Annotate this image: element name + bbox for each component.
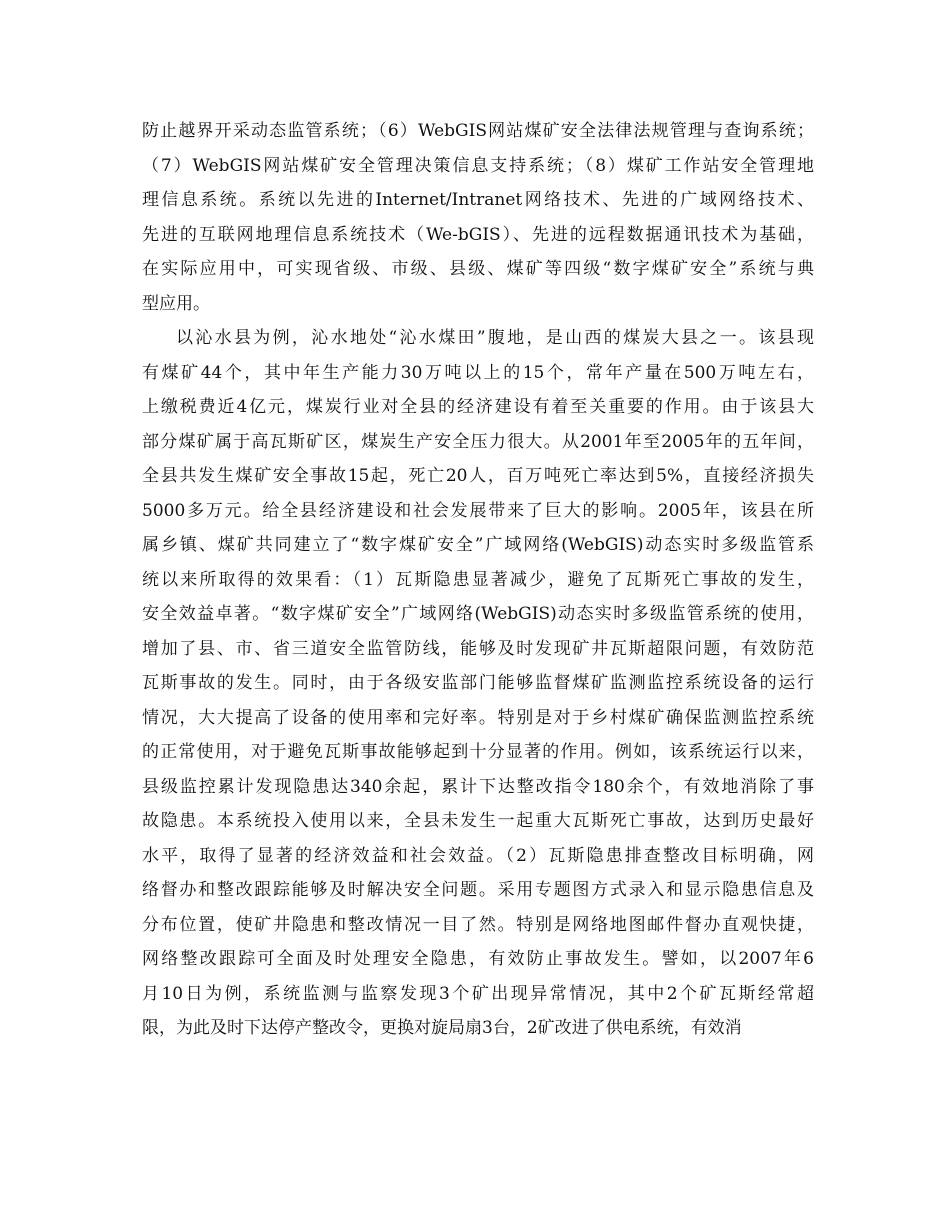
text-line: 瓦斯事故的发生。同时，由于各级安监部门能够监督煤矿监测监控系统设备的运行 xyxy=(142,673,814,693)
text-line: 在实际应用中，可实现省级、市级、县级、煤矿等四级“数字煤矿安全”系统与典 xyxy=(142,259,814,279)
text-line: 型应用。 xyxy=(142,293,210,314)
text-line: 属乡镇、煤矿共同建立了“数字煤矿安全”广域网络(WebGIS)动态实时多级监管系 xyxy=(142,535,814,555)
text-line: 5000多万元。给全县经济建设和社会发展带来了巨大的影响。2005年，该县在所 xyxy=(142,500,814,521)
text-line: 水平，取得了显著的经济效益和社会效益。（2）瓦斯隐患排查整改目标明确，网 xyxy=(142,845,814,866)
text-line: 情况，大大提高了设备的使用率和完好率。特别是对于乡村煤矿确保监测监控系统 xyxy=(142,707,814,728)
text-line: 以沁水县为例，沁水地处“沁水煤田”腹地，是山西的煤炭大县之一。该县现 xyxy=(176,328,814,348)
text-line: 防止越界开采动态监管系统；（6）WebGIS网站煤矿安全法律法规管理与查询系统； xyxy=(142,121,814,141)
text-line: 增加了县、市、省三道安全监管防线，能够及时发现矿井瓦斯超限问题，有效防范 xyxy=(142,638,814,659)
paragraph xyxy=(142,321,814,1046)
text-line: 络督办和整改跟踪能够及时解决安全问题。采用专题图方式录入和显示隐患信息及 xyxy=(142,880,814,900)
text-line: 故隐患。本系统投入使用以来，全县未发生一起重大瓦斯死亡事故，达到历史最好 xyxy=(142,811,814,831)
document-page xyxy=(142,114,814,1046)
text-line: 县级监控累计发现隐患达340余起，累计下达整改指令180余个，有效地消除了事 xyxy=(142,776,814,797)
text-line: 理信息系统。系统以先进的Internet/Intranet网络技术、先进的广域网络技术、 xyxy=(142,190,814,210)
text-line: （7）WebGIS网站煤矿安全管理决策信息支持系统；（8）煤矿工作站安全管理地 xyxy=(142,155,814,176)
text-line: 部分煤矿属于高瓦斯矿区，煤炭生产安全压力很大。从2001年至2005年的五年间， xyxy=(142,431,814,452)
text-line: 全县共发生煤矿安全事故15起，死亡20人，百万吨死亡率达到5%，直接经济损失 xyxy=(142,466,814,486)
text-line: 有煤矿44个，其中年生产能力30万吨以上的15个，常年产量在500万吨左右， xyxy=(142,362,814,383)
text-line: 的正常使用，对于避免瓦斯事故能够起到十分显著的作用。例如，该系统运行以来， xyxy=(142,742,814,762)
document-body xyxy=(142,114,814,1046)
text-line: 月10日为例，系统监测与监察发现3个矿出现异常情况，其中2个矿瓦斯经常超 xyxy=(142,983,814,1004)
text-line: 上缴税费近4亿元，煤炭行业对全县的经济建设有着至关重要的作用。由于该县大 xyxy=(142,397,814,417)
text-line: 分布位置，使矿井隐患和整改情况一目了然。特别是网络地图邮件督办直观快捷， xyxy=(142,914,814,935)
text-line: 限，为此及时下达停产整改令，更换对旋局扇3台，2矿改进了供电系统，有效消 xyxy=(142,1018,742,1038)
text-line: 统以来所取得的效果看：（1）瓦斯隐患显著减少，避免了瓦斯死亡事故的发生， xyxy=(142,569,814,590)
text-line: 先进的互联网地理信息系统技术（We-bGIS）、先进的远程数据通讯技术为基础， xyxy=(142,224,814,245)
paragraph xyxy=(142,114,814,321)
text-line: 安全效益卓著。“数字煤矿安全”广域网络(WebGIS)动态实时多级监管系统的使用， xyxy=(142,604,814,624)
text-line: 网络整改跟踪可全面及时处理安全隐患，有效防止事故发生。譬如，以2007年6 xyxy=(142,949,814,969)
